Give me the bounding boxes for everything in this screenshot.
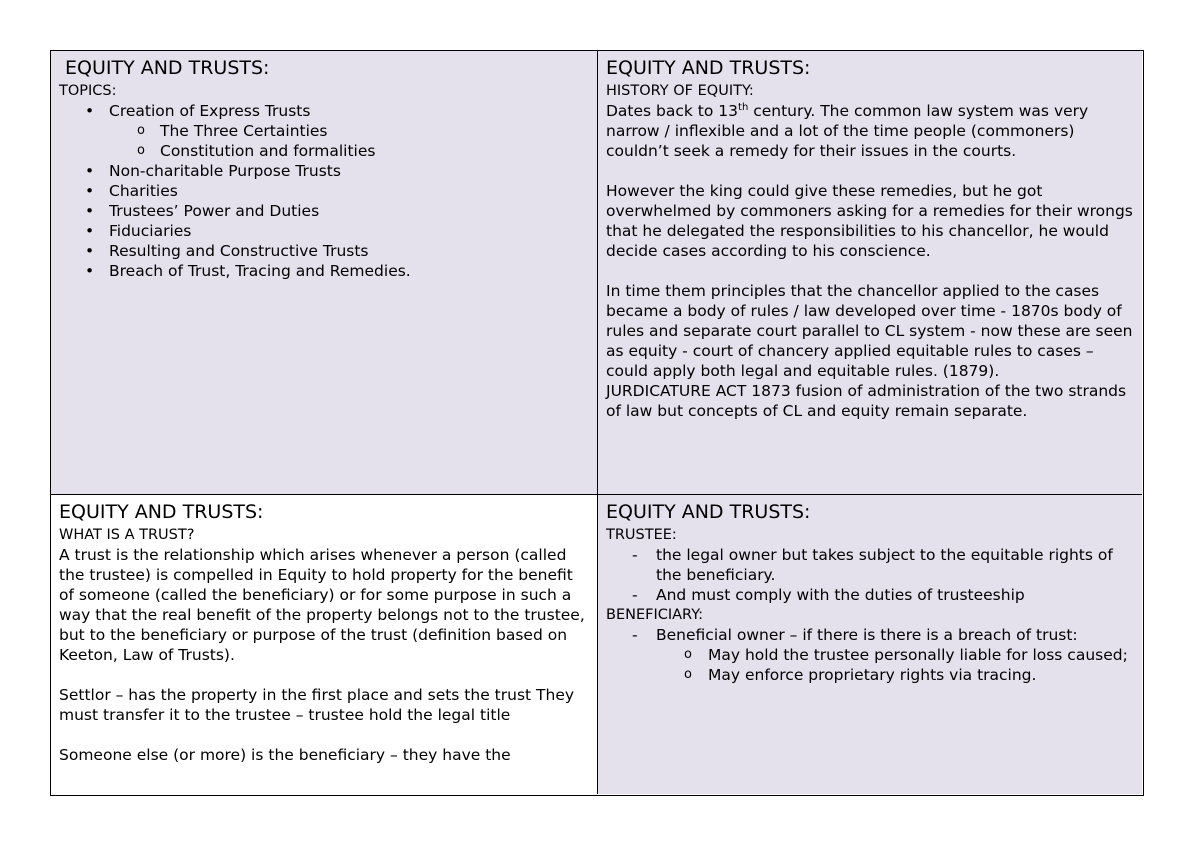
topic-item: • Fiduciaries xyxy=(59,221,589,241)
cell-heading: EQUITY AND TRUSTS: xyxy=(606,501,811,523)
trustee-item: - the legal owner but takes subject to the equitable rights of the beneficiary. xyxy=(606,545,1134,585)
history-label: HISTORY OF EQUITY: xyxy=(606,83,754,99)
trust-definition-cell xyxy=(51,495,598,794)
topic-item: • Breach of Trust, Tracing and Remedies. xyxy=(59,261,589,281)
history-paragraph xyxy=(606,101,1134,161)
beneficiary-label: BENEFICIARY: xyxy=(606,607,704,623)
topic-item: • Non-charitable Purpose Trusts xyxy=(59,161,589,181)
trust-question-label: WHAT IS A TRUST? xyxy=(59,527,195,543)
beneficiary-list xyxy=(606,625,1134,685)
cell-heading: EQUITY AND TRUSTS: xyxy=(65,57,270,79)
topics-label: TOPICS: xyxy=(59,83,117,99)
topics-cell xyxy=(51,51,598,495)
history-text: Dates back to 13 xyxy=(606,102,739,120)
topic-subitem: o The Three Certainties xyxy=(59,121,589,141)
definition-paragraph: Settlor – has the property in the first place and sets the trust They must transfer it to the trustee – trustee hold the legal title xyxy=(59,686,575,724)
topic-item: • Resulting and Constructive Trusts xyxy=(59,241,589,261)
beneficiary-subitem: o May hold the trustee personally liable for loss caused; xyxy=(606,645,1134,665)
superscript: th xyxy=(738,101,749,113)
history-text: century. The common law system was very narrow / inflexible and a lot of the time people (commoners) couldn’t seek a remedy for their issues in the courts. xyxy=(606,102,1089,160)
notes-table xyxy=(50,50,1144,796)
topic-item: • Creation of Express Trusts xyxy=(59,101,589,121)
beneficiary-item: - Beneficial owner – if there is there is a breach of trust: xyxy=(606,625,1134,645)
history-cell xyxy=(598,51,1142,495)
topic-subitem: o Constitution and formalities xyxy=(59,141,589,161)
cell-heading: EQUITY AND TRUSTS: xyxy=(59,501,264,523)
trustee-list xyxy=(606,545,1134,605)
definition-paragraph: A trust is the relationship which arises whenever a person (called the trustee) is compelled in Equity to hold property for the benefit of someone (called the beneficiary) or for some purpose in such a way that the real benefit of the property belongs not to the trustee, but to the beneficiary or purpose of the trust (definition based on Keeton, Law of Trusts). xyxy=(59,546,585,664)
history-paragraph: In time them principles that the chancellor applied to the cases became a body of rules / law developed over time - 1870s body of rules and separate court parallel to CL system - now these are seen as equity - court of chancery applied equitable rules to cases – could apply both legal and equitable rules. (1879). xyxy=(606,282,1133,380)
definition-paragraph: Someone else (or more) is the beneficiary – they have the xyxy=(59,746,511,764)
topic-item: • Trustees’ Power and Duties xyxy=(59,201,589,221)
history-paragraph: However the king could give these remedies, but he got overwhelmed by commoners asking for a remedies for their wrongs that he delegated the responsibilities to his chancellor, he would decide cases according to his conscience. xyxy=(606,182,1133,260)
trustee-item: - And must comply with the duties of trusteeship xyxy=(606,585,1134,605)
history-paragraph: JURDICATURE ACT 1873 fusion of administration of the two strands of law but concepts of CL and equity remain separate. xyxy=(606,382,1127,420)
topic-item: • Charities xyxy=(59,181,589,201)
roles-cell xyxy=(598,495,1142,794)
cell-heading: EQUITY AND TRUSTS: xyxy=(606,57,811,79)
beneficiary-subitem: o May enforce proprietary rights via tracing. xyxy=(606,665,1134,685)
topics-list xyxy=(59,101,589,281)
trustee-label: TRUSTEE: xyxy=(606,527,677,543)
